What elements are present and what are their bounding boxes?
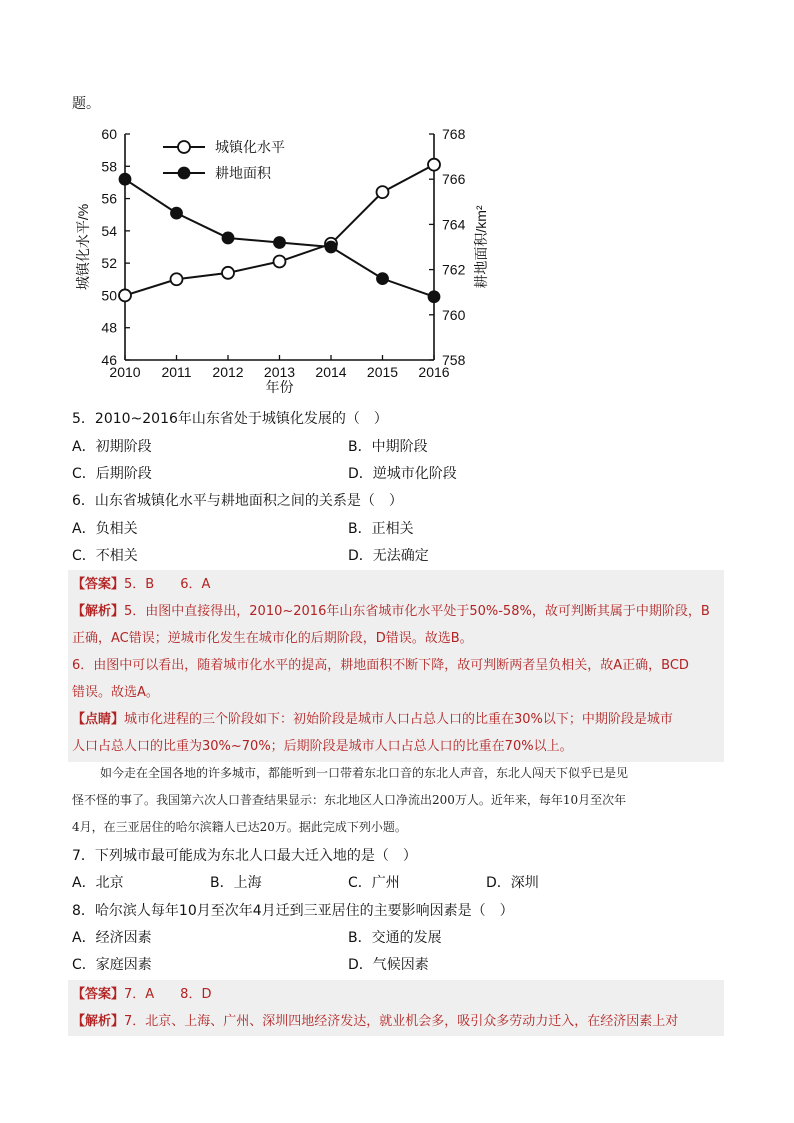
q6-option-b: B．正相关 [348,521,414,537]
q6-option-a: A．负相关 [72,521,138,537]
series-1-point [171,273,183,285]
answer-tag: 【答案】 [72,987,125,1002]
series-2-point [223,232,234,243]
passage-line-1: 如今走在全国各地的许多城市，都能听到一口带着东北口音的东北人声音，东北人闯天下似乎已是见 [100,766,629,780]
analysis-1-line-2: 正确，AC错误；逆城市化发生在城市化的后期阶段，D错误。故选B。 [72,631,473,646]
x-tick-label: 2010 [109,364,141,380]
answer-1 [72,573,210,592]
right-tick-label: 758 [442,352,466,368]
x-tick-label: 2011 [161,364,192,380]
left-tick-label: 50 [101,287,117,304]
series-2-point [429,291,440,302]
passage-line-3: 4月，在三亚居住的哈尔滨籍人已达20万。据此完成下列小题。 [72,820,407,834]
q8-option-c: C．家庭因素 [72,957,152,973]
q7-option-b: B．上海 [210,875,262,891]
q8-option-d: D．气候因素 [348,957,429,973]
question-8-stem: 8．哈尔滨人每年10月至次年4月迁到三亚居住的主要影响因素是（ ） [72,903,514,919]
right-tick-label: 766 [442,171,466,188]
q8-option-b: B．交通的发展 [348,930,442,946]
x-tick-label: 2016 [418,364,450,380]
q8-option-a: A．经济因素 [72,930,152,946]
analysis-tag: 【解析】 [72,1014,125,1029]
right-axis-label: 耕地面积/km² [473,205,489,289]
legend-marker-1 [178,141,190,153]
q7-option-c: C．广州 [348,875,400,891]
question-7-stem: 7．下列城市最可能成为东北人口最大迁入地的是（ ） [72,848,417,864]
analysis-1-line-1: 【解析】5．由图中直接得出，2010~2016年山东省城市化水平处于50%-58%，故可判断其属于中期阶段，B [72,604,710,619]
x-tick-label: 2015 [366,364,399,380]
left-tick-label: 46 [101,352,117,368]
left-tick-label: 56 [101,190,117,207]
left-tick-label: 60 [101,126,117,142]
analysis-1-line-4: 错误。故选A。 [72,685,159,700]
answer-2 [72,983,211,1002]
series-2-point [326,242,337,253]
series-1-point [377,186,389,198]
q6-option-c: C．不相关 [72,548,138,564]
x-tick-label: 2012 [212,364,244,380]
answer-tag: 【答案】 [72,577,125,592]
right-tick-label: 760 [442,306,466,323]
tip-tag: 【点睛】 [72,712,125,727]
legend-marker-2 [179,168,190,179]
series-2-point [274,237,285,248]
legend-label-1: 城镇化水平 [215,139,285,155]
series-1-point [222,267,234,279]
left-tick-label: 54 [101,222,117,239]
x-axis-label: 年份 [265,379,294,395]
series-2-point [120,174,131,185]
left-tick-label: 48 [101,319,117,336]
q7-option-a: A．北京 [72,875,124,891]
passage-line-2: 怪不怪的事了。我国第六次人口普查结果显示：东北地区人口净流出200万人。近年来，每年10月至次年 [72,793,627,807]
series-1-point [119,289,131,301]
question-5-stem: 5．2010~2016年山东省处于城镇化发展的（ ） [72,411,388,427]
right-tick-label: 762 [442,261,466,278]
q5-option-c: C．后期阶段 [72,466,152,482]
analysis-1-line-3: 6．由图中可以看出，随着城市化水平的提高，耕地面积不断下降，故可判断两者呈负相关，故A正确，BCD [72,658,689,673]
series-1-point [428,159,440,171]
text-fragment: 题。 [72,96,100,112]
series-1-point [274,256,286,268]
q6-option-d: D．无法确定 [348,548,429,564]
q7-option-d: D．深圳 [486,875,539,891]
analysis-tag: 【解析】 [72,604,125,619]
x-tick-label: 2014 [315,364,347,380]
x-tick-label: 2013 [263,364,296,380]
legend-label-2: 耕地面积 [215,165,271,181]
tip-line-1: 【点睛】城市化进程的三个阶段如下：初始阶段是城市人口占总人口的比重在30%以下；中期阶段是城市 [72,712,673,727]
answer-text: 5．B 6．A [124,577,211,592]
left-tick-label: 58 [101,158,117,175]
series-2-point [171,208,182,219]
series-2-point [377,273,388,284]
tip-line-2: 人口占总人口的比重为30%~70%；后期阶段是城市人口占总人口的比重在70%以上。 [72,739,573,754]
right-tick-label: 764 [442,216,466,233]
q5-option-a: A．初期阶段 [72,439,152,455]
q5-option-b: B．中期阶段 [348,439,428,455]
analysis-2-line-1: 【解析】7．北京、上海、广州、深圳四地经济发达，就业机会多，吸引众多劳动力迁入，在经济因素上对 [72,1014,679,1029]
right-tick-label: 768 [442,126,466,142]
question-6-stem: 6．山东省城镇化水平与耕地面积之间的关系是（ ） [72,493,403,509]
answer-text: 7．A 8．D [124,987,212,1002]
line-chart [70,118,490,403]
left-axis-label: 城镇化水平/% [75,203,91,291]
left-tick-label: 52 [101,255,117,272]
q5-option-d: D．逆城市化阶段 [348,466,457,482]
